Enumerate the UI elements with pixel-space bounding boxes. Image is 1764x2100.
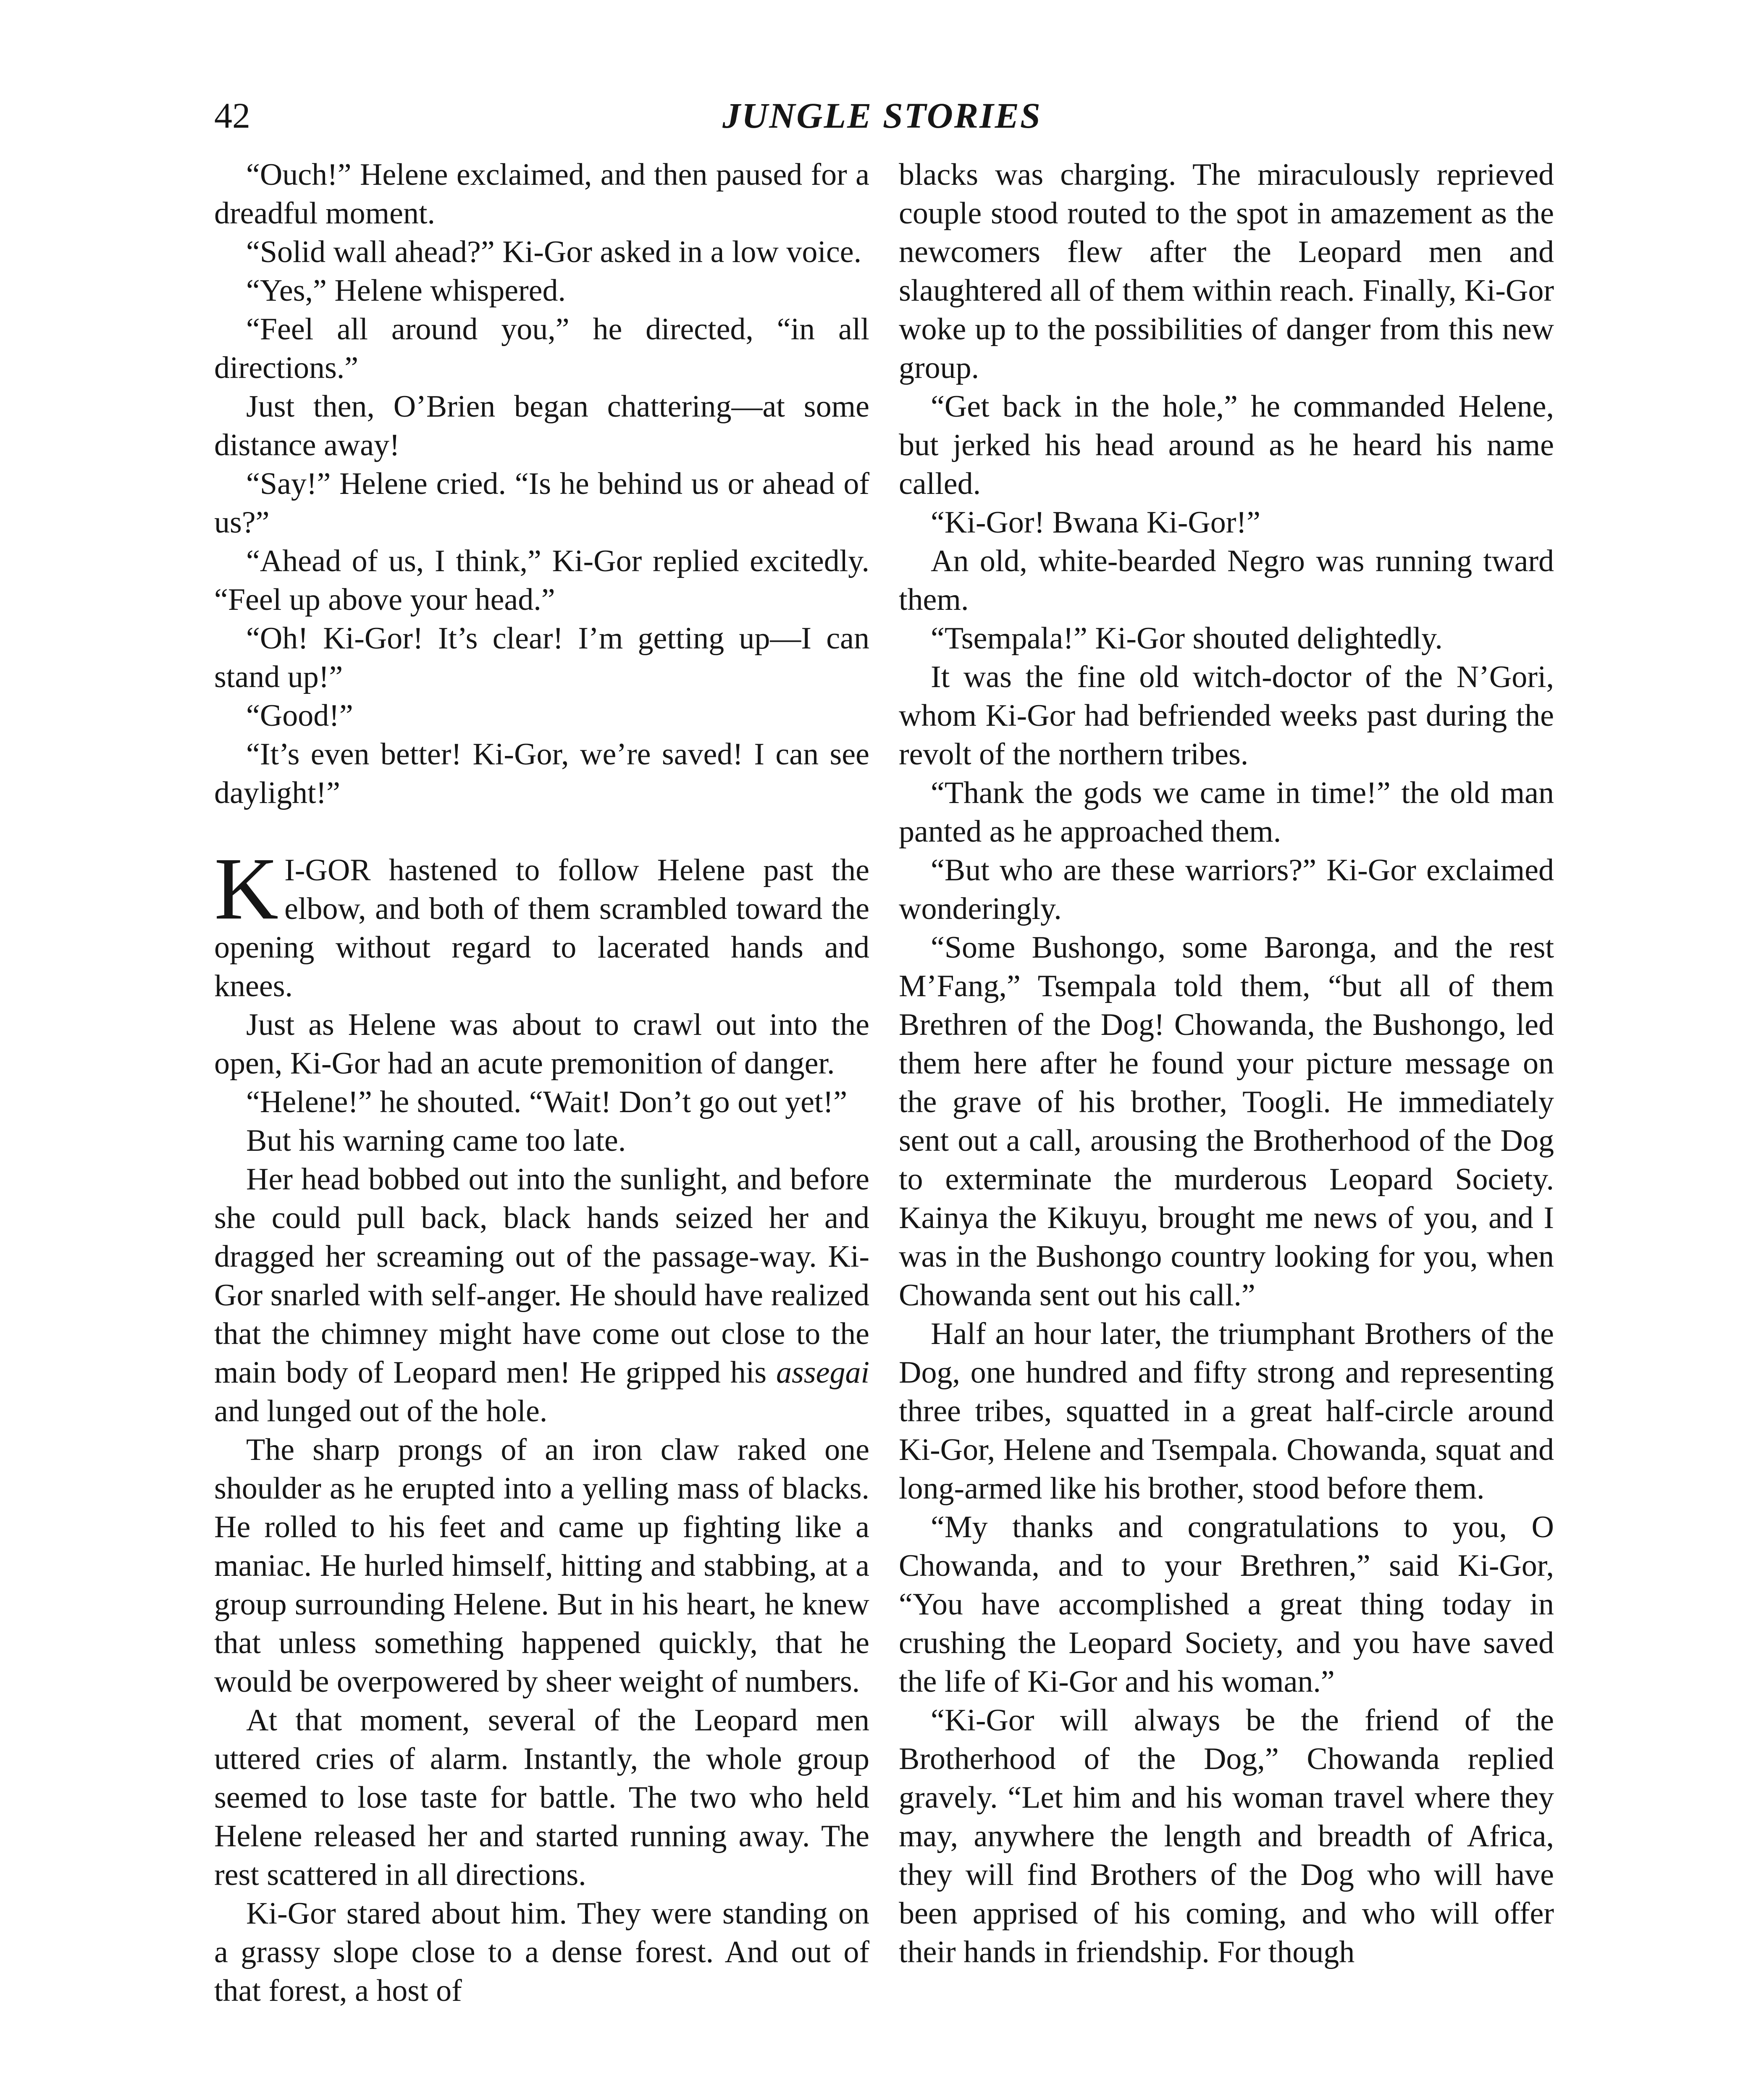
paragraph: The sharp prongs of an iron claw raked one shoulder as he erupted into a yelling mass of blacks. He rolled to his feet and came up fighting like a maniac. He hurled himself, hitting and stabbing, at a group surrounding Helene. But in his heart, he knew that unless something happened quickly, that he would be overpowered by sheer weight of numbers. [214, 1433, 869, 1699]
paragraph: Ki-Gor stared about him. They were standing on a grassy slope close to a dense forest. And out of that forest, a host of [214, 1896, 869, 2008]
paragraph-text: Her head bobbed out into the sunlight, and before she could pull back, black hands seized her and dragged her screaming out of the passage-way. Ki-Gor snarled with self-anger. He should have realized that the chimney might have come out close to the main body of Leopard men! He gripped his [214, 1162, 869, 1390]
paragraph: “Ouch!” Helene exclaimed, and then paused for a dreadful moment. [214, 158, 869, 231]
paragraph: “Oh! Ki-Gor! It’s clear! I’m getting up—I can stand up!” [214, 621, 869, 694]
paragraph: “My thanks and congratulations to you, O Chowanda, and to your Brethren,” said Ki-Gor, “You have accomplished a great thing today in crushing the Leopard Society, and you have saved the life of Ki-Gor and his woman.” [899, 1510, 1554, 1699]
paragraph: Half an hour later, the triumphant Brothers of the Dog, one hundred and fifty strong and representing three tribes, squatted in a great half-circle around Ki-Gor, Helene and Tsempala. Chowanda, squat and long-armed like his brother, stood before them. [899, 1317, 1554, 1506]
paragraph: “Ki-Gor will always be the friend of the Brotherhood of the Dog,” Chowanda replied gravely. “Let him and his woman travel where they may, anywhere the length and breadth of Africa, they will find Brothers of the Dog who will have been apprised of his coming, and who will offer their hands in friendship. For though [899, 1703, 1554, 1969]
italic-word: assegai [776, 1355, 869, 1390]
paragraph: It was the fine old witch-doctor of the N’Gori, whom Ki-Gor had befriended weeks past during the revolt of the northern tribes. [899, 660, 1554, 772]
paragraph-text: I-GOR hastened to follow Helene past the elbow, and both of them scrambled toward the opening without regard to lacerated hands and knees. [214, 853, 869, 1003]
paragraph: “Solid wall ahead?” Ki-Gor asked in a low voice. [246, 235, 862, 269]
drop-cap: K [214, 839, 279, 938]
paragraph: “Thank the gods we came in time!” the old man panted as he approached them. [899, 776, 1554, 849]
paragraph: “Ahead of us, I think,” Ki-Gor replied excitedly. “Feel up above your head.” [214, 544, 869, 617]
paragraph: “It’s even better! Ki-Gor, we’re saved! I can see daylight!” [214, 737, 869, 810]
paragraph: “Tsempala!” Ki-Gor shouted delightedly. [931, 621, 1443, 656]
page-number: 42 [214, 95, 250, 136]
paragraph: “Get back in the hole,” he commanded Helene, but jerked his head around as he heard his name called. [899, 389, 1554, 501]
paragraph [214, 1160, 869, 1431]
paragraph: “Good!” [246, 698, 353, 733]
paragraph: Just then, O’Brien began chattering—at some distance away! [214, 389, 869, 462]
right-column [899, 155, 1554, 1971]
paragraph: “Yes,” Helene whispered. [246, 273, 566, 308]
paragraph: “Say!” Helene cried. “Is he behind us or ahead of us?” [214, 467, 869, 540]
paragraph: “But who are these warriors?” Ki-Gor exclaimed wonderingly. [899, 853, 1554, 926]
paragraph: But his warning came too late. [246, 1124, 626, 1158]
paragraph: “Feel all around you,” he directed, “in all directions.” [214, 312, 869, 385]
paragraph: “Some Bushongo, some Baronga, and the rest M’Fang,” Tsempala told them, “but all of them Brethren of the Dog! Chowanda, the Bushongo, led them here after he found your picture message on the grave of his brother, Toogli. He immediately sent out a call, arousing the Brotherhood of the Dog to exterminate the murderous Leopard Society. Kainya the Kikuyu, brought me news of you, and I was in the Bushongo country looking for you, when Chowanda sent out his call.” [899, 930, 1554, 1312]
paragraph: blacks was charging. The miraculously reprieved couple stood routed to the spot in amazement as the newcomers flew after the Leopard men and slaughtered all of them within reach. Finally, Ki-Gor woke up to the possibilities of danger from this new group. [899, 158, 1554, 385]
paragraph: Just as Helene was about to crawl out into the open, Ki-Gor had an acute premonition of danger. [214, 1008, 869, 1081]
paragraph: “Ki-Gor! Bwana Ki-Gor!” [931, 505, 1260, 540]
section-opening-paragraph [214, 839, 869, 1005]
magazine-title: JUNGLE STORIES [722, 95, 1042, 136]
paragraph: “Helene!” he shouted. “Wait! Don’t go out yet!” [246, 1085, 848, 1119]
left-column [214, 155, 869, 2010]
paragraph: An old, white-bearded Negro was running tward them. [899, 544, 1554, 617]
paragraph: At that moment, several of the Leopard men uttered cries of alarm. Instantly, the whole group seemed to lose taste for battle. The two who held Helene released her and started running away. The rest scattered in all directions. [214, 1703, 869, 1892]
paragraph-text: and lunged out of the hole. [214, 1394, 548, 1428]
